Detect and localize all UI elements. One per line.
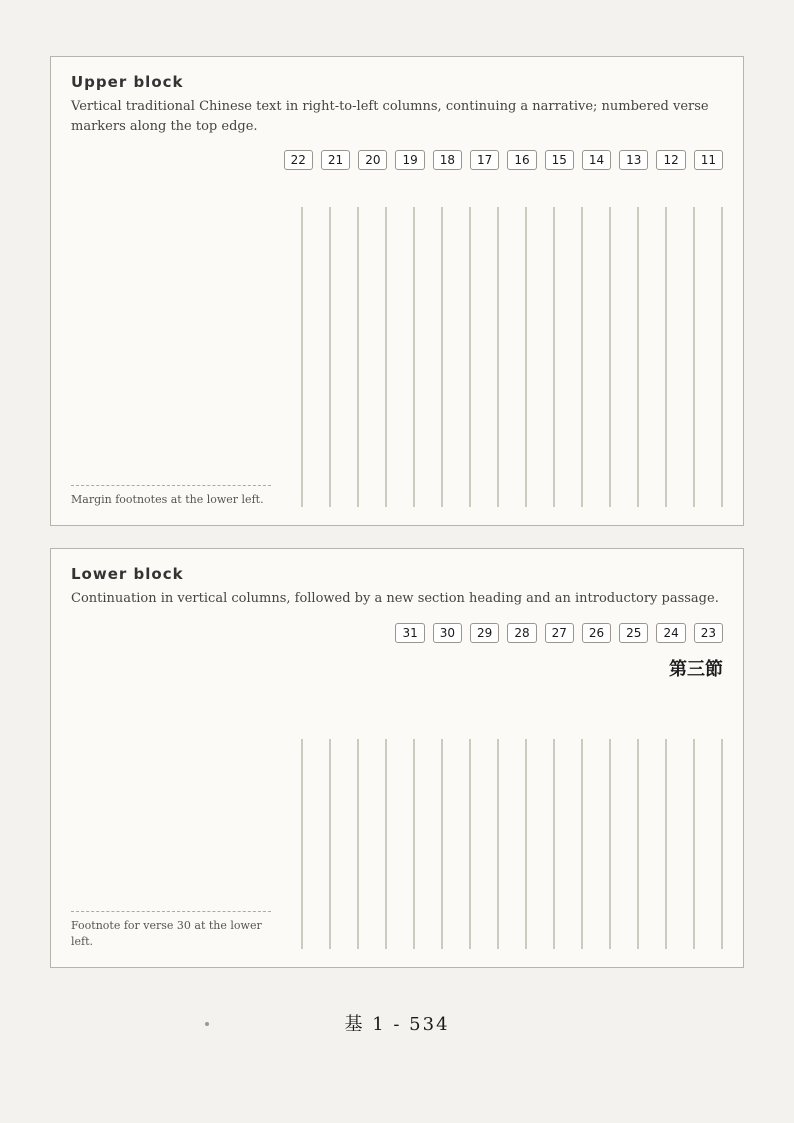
upper-footnote-area: Margin footnotes at the lower left. [71, 485, 271, 507]
text-column-guide [665, 207, 667, 507]
verse-marker: 19 [395, 150, 424, 170]
verse-marker: 24 [656, 623, 685, 643]
verse-marker: 12 [656, 150, 685, 170]
verse-marker: 27 [545, 623, 574, 643]
text-column-guide [637, 207, 639, 507]
page-footer: 基 1 - 534 [344, 1014, 450, 1035]
text-column-guide [357, 207, 359, 507]
lower-block-description: Continuation in vertical columns, followed by a new section heading and an introductory passage. [71, 591, 719, 606]
text-column-guide [413, 739, 415, 949]
text-column-guide [385, 207, 387, 507]
verse-marker: 29 [470, 623, 499, 643]
text-column-guide [329, 207, 331, 507]
section-heading: 第三節 [669, 658, 723, 680]
verse-marker: 26 [582, 623, 611, 643]
lower-footnote-area: Footnote for verse 30 at the lower left. [71, 911, 271, 949]
text-column-guide [665, 739, 667, 949]
text-column-guide [469, 207, 471, 507]
text-column-guide [637, 739, 639, 949]
text-column-guide [497, 739, 499, 949]
upper-column-guides [71, 207, 723, 507]
verse-marker: 18 [433, 150, 462, 170]
upper-text-block [50, 56, 744, 526]
text-column-guide [441, 739, 443, 949]
upper-verse-markers [71, 150, 723, 170]
verse-marker: 16 [507, 150, 536, 170]
text-column-guide [721, 739, 723, 949]
text-column-guide [525, 207, 527, 507]
text-column-guide [497, 207, 499, 507]
verse-marker: 17 [470, 150, 499, 170]
verse-marker: 25 [619, 623, 648, 643]
text-column-guide [525, 739, 527, 949]
text-column-guide [441, 207, 443, 507]
text-column-guide [693, 207, 695, 507]
text-column-guide [385, 739, 387, 949]
text-column-guide [357, 739, 359, 949]
text-column-guide [553, 207, 555, 507]
text-column-guide [553, 739, 555, 949]
lower-verse-markers [71, 623, 723, 643]
text-column-guide [581, 739, 583, 949]
verse-marker: 11 [694, 150, 723, 170]
verse-marker: 20 [358, 150, 387, 170]
text-column-guide [413, 207, 415, 507]
text-column-guide [581, 207, 583, 507]
text-column-guide [301, 739, 303, 949]
verse-marker: 23 [694, 623, 723, 643]
lower-block-label: Lower block [71, 565, 184, 583]
text-column-guide [329, 739, 331, 949]
verse-marker: 28 [507, 623, 536, 643]
text-column-guide [609, 739, 611, 949]
text-column-guide [301, 207, 303, 507]
verse-marker: 13 [619, 150, 648, 170]
text-column-guide [693, 739, 695, 949]
text-column-guide [721, 207, 723, 507]
verse-marker: 21 [321, 150, 350, 170]
lower-text-block [50, 548, 744, 968]
verse-marker: 30 [433, 623, 462, 643]
verse-marker: 14 [582, 150, 611, 170]
text-column-guide [609, 207, 611, 507]
verse-marker: 31 [395, 623, 424, 643]
upper-block-label: Upper block [71, 73, 184, 91]
scan-mark [205, 1022, 209, 1026]
verse-marker: 22 [284, 150, 313, 170]
text-column-guide [469, 739, 471, 949]
verse-marker: 15 [545, 150, 574, 170]
upper-block-description: Vertical traditional Chinese text in right-to-left columns, continuing a narrative; numbered verse markers along the top edge. [71, 99, 709, 134]
